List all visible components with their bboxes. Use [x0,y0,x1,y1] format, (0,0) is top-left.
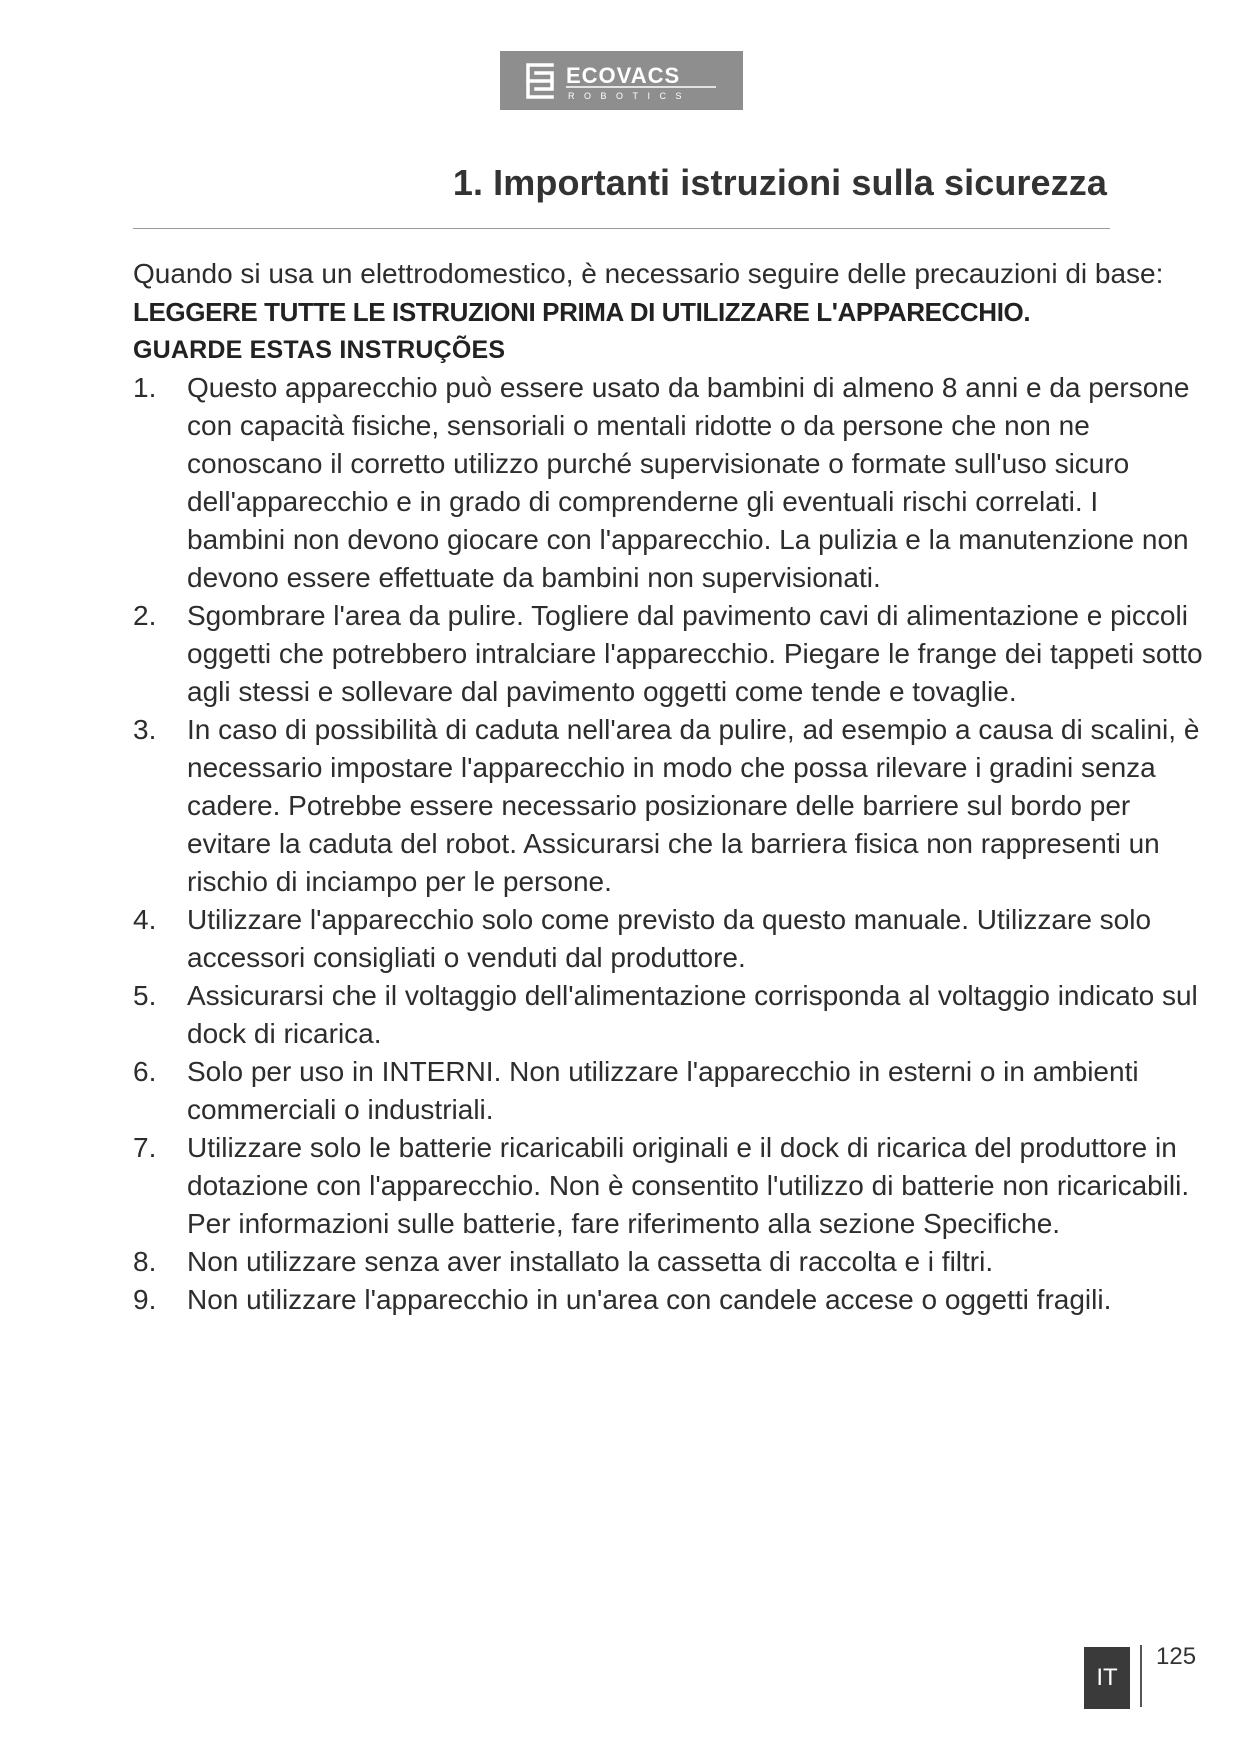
page-title: 1. Importanti istruzioni sulla sicurezza [452,162,1107,203]
list-item-text: Questo apparecchio può essere usato da bambini di almeno 8 anni e da persone con capacità fisiche, sensoriali o mentali ridotte o da persone che non ne conoscano il corretto utilizzo purché supervisionate o formate sull'uso sicuro dell'apparecchio e in grado di comprenderne gli eventuali rischi correlati. I bambini non devono giocare con l'apparecchio. La pulizia e la manutenzione non devono essere effettuate da bambini non supervisionati. [187,372,1190,593]
list-item-text: Assicurarsi che il voltaggio dell'alimentazione corrisponda al voltaggio indicato sul dock di ricarica. [187,980,1198,1049]
logo-tagline: ROBOTICS [567,90,691,101]
list-item-number: 2. [133,600,157,631]
list-item [133,1053,1203,1129]
list-item [133,977,1203,1053]
ecovacs-logo [500,51,743,110]
list-item-text: In caso di possibilità di caduta nell'area da pulire, ad esempio a causa di scalini, è necessario impostare l'apparecchio in modo che possa rilevare i gradini senza cadere. Potrebbe essere necessario posizionare delle barriere sul bordo per evitare la caduta del robot. Assicurarsi che la barriera fisica non rappresenti un rischio di inciampo per le persone. [187,714,1200,897]
logo-brand: ECOVACS [565,62,680,88]
list-item-number: 9. [133,1284,157,1315]
list-item [133,369,1203,597]
list-item-number: 6. [133,1056,157,1087]
title-divider [133,228,1110,229]
safety-instructions [133,255,1203,1319]
list-item-text: Solo per uso in INTERNI. Non utilizzare l'apparecchio in esterni o in ambienti commerciali o industriali. [187,1056,1139,1125]
intro-text: Quando si usa un elettrodomestico, è necessario seguire delle precauzioni di base: [133,258,1164,289]
list-item [133,711,1203,901]
ecovacs-logo-mark [522,58,722,104]
list-item-number: 1. [133,372,157,403]
list-item-text: Utilizzare l'apparecchio solo come previsto da questo manuale. Utilizzare solo accessori consigliati o venduti dal produttore. [187,904,1152,973]
list-item-number: 3. [133,714,157,745]
list-item-text: Sgombrare l'area da pulire. Togliere dal pavimento cavi di alimentazione e piccoli oggetti che potrebbero intralciare l'apparecchio. Piegare le frange dei tappeti sotto agli stessi e sollevare dal pavimento oggetti come tende e tovaglie. [187,600,1203,707]
warning-heading: LEGGERE TUTTE LE ISTRUZIONI PRIMA DI UTILIZZARE L'APPARECCHIO. [133,297,1031,327]
list-item-text: Non utilizzare l'apparecchio in un'area con candele accese o oggetti fragili. [187,1284,1112,1315]
page-number: 125 [1156,1643,1197,1670]
list-item-text: Utilizzare solo le batterie ricaricabili originali e il dock di ricarica del produttore in dotazione con l'apparecchio. Non è consentito l'utilizzo di batterie non ricaricabili. Per informazioni sulle batterie, fare riferimento alla sezione Specifiche. [187,1132,1190,1239]
list-item-number: 7. [133,1132,157,1163]
instruction-list [133,369,1203,1319]
list-item [133,1129,1203,1243]
list-item [133,901,1203,977]
list-item [133,1281,1203,1319]
list-item-number: 8. [133,1246,157,1277]
list-item-text: Non utilizzare senza aver installato la cassetta di raccolta e i filtri. [187,1246,994,1277]
footer-divider [1140,1645,1142,1707]
save-instructions-heading: GUARDE ESTAS INSTRUÇÕES [133,336,506,364]
list-item-number: 5. [133,980,157,1011]
language-tab: IT [1084,1647,1130,1709]
list-item-number: 4. [133,904,157,935]
list-item [133,597,1203,711]
list-item [133,1243,1203,1281]
